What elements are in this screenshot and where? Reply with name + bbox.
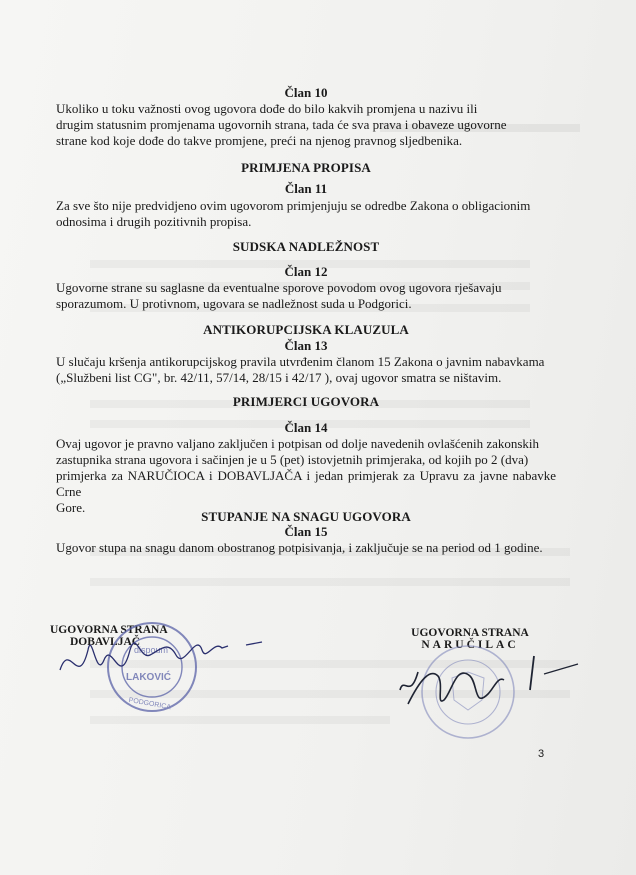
article-10-line: Ukoliko u toku važnosti ovog ugovora dođe do bilo kakvih promjena u nazivu ili xyxy=(56,101,478,116)
article-14-line: primjerka za NARUČIOCA i DOBAVLJAČA i jedan primjerak za Upravu za javne nabavke Crne xyxy=(56,468,556,499)
client-signature xyxy=(400,672,504,704)
section-heading-antikorupcijska: ANTIKORUPCIJSKA KLAUZULA xyxy=(203,322,409,337)
section-heading-stupanje: STUPANJE NA SNAGU UGOVORA xyxy=(201,509,411,524)
client-signature-stroke xyxy=(530,656,534,690)
stamp-text: PODGORICA xyxy=(128,696,172,712)
article-12-line: sporazumom. U protivnom, ugovara se nadležnost suda u Podgorici. xyxy=(56,296,412,311)
supplier-role-label: DOBAVLJAČ xyxy=(70,636,141,648)
article-11-line: odnosima i drugih pozitivnih propisa. xyxy=(56,214,252,229)
section-heading-primjerci: PRIMJERCI UGOVORA xyxy=(232,394,380,409)
article-13-line: („Službeni list CG", br. 42/11, 57/14, 28/15 i 42/17 ), ovaj ugovor smatra se ništavim. xyxy=(56,370,502,385)
client-party-label: UGOVORNA STRANA xyxy=(411,627,529,639)
article-13-title: Član 13 xyxy=(284,338,328,353)
client-role-label: NARUČILAC xyxy=(421,639,519,651)
article-15-line: Ugovor stupa na snagu danom obostranog potpisivanja, i zaključuje se na period od 1 godine. xyxy=(56,540,543,555)
article-13-line: U slučaju kršenja antikorupcijskog pravila utvrđenim članom 15 Zakona o javnim nabavkama xyxy=(56,354,545,369)
article-14-line: Ovaj ugovor je pravno valjano zaključen i potpisan od dolje navedenih ovlašćenih zakonskih xyxy=(56,436,540,451)
article-10-line: strane kod koje dođe do takve promjene, preći na njenog pravnog sljedbenika. xyxy=(56,133,463,148)
article-11-line: Za sve što nije predvidjeno ovim ugovorom primjenjuju se odredbe Zakona o obligacionim xyxy=(56,198,531,213)
article-10-title: Član 10 xyxy=(284,85,328,100)
article-12-line: Ugovorne strane su saglasne da eventualne sporove povodom ovog ugovora rješavaju xyxy=(56,280,502,295)
client-signature-dash xyxy=(544,664,578,674)
supplier-signature-dash xyxy=(246,642,262,645)
stamp-text: dispoum xyxy=(134,645,169,655)
article-12-title: Član 12 xyxy=(284,264,328,279)
article-14-title: Član 14 xyxy=(284,420,328,435)
article-11-title: Član 11 xyxy=(284,181,328,196)
article-14-line: Gore. xyxy=(56,500,86,515)
article-14-line: zastupnika strana ugovora i sačinjen je u 5 (pet) istovjetnih primjeraka, od kojih po 2 (dva) xyxy=(56,452,529,467)
supplier-party-label: UGOVORNA STRANA xyxy=(50,624,168,636)
page-number: 3 xyxy=(538,748,545,760)
client-stamp xyxy=(422,646,514,738)
section-heading-sudska: SUDSKA NADLEŽNOST xyxy=(232,239,380,254)
article-15-title: Član 15 xyxy=(284,524,328,539)
article-10-line: drugim statusnim promjenama ugovornih strana, tada će sva prava i obaveze ugovorne xyxy=(56,117,507,132)
stamp-text: LAKOVIĆ xyxy=(126,672,171,683)
supplier-stamp xyxy=(108,623,196,711)
section-heading-primjena: PRIMJENA PROPISA xyxy=(241,160,371,175)
